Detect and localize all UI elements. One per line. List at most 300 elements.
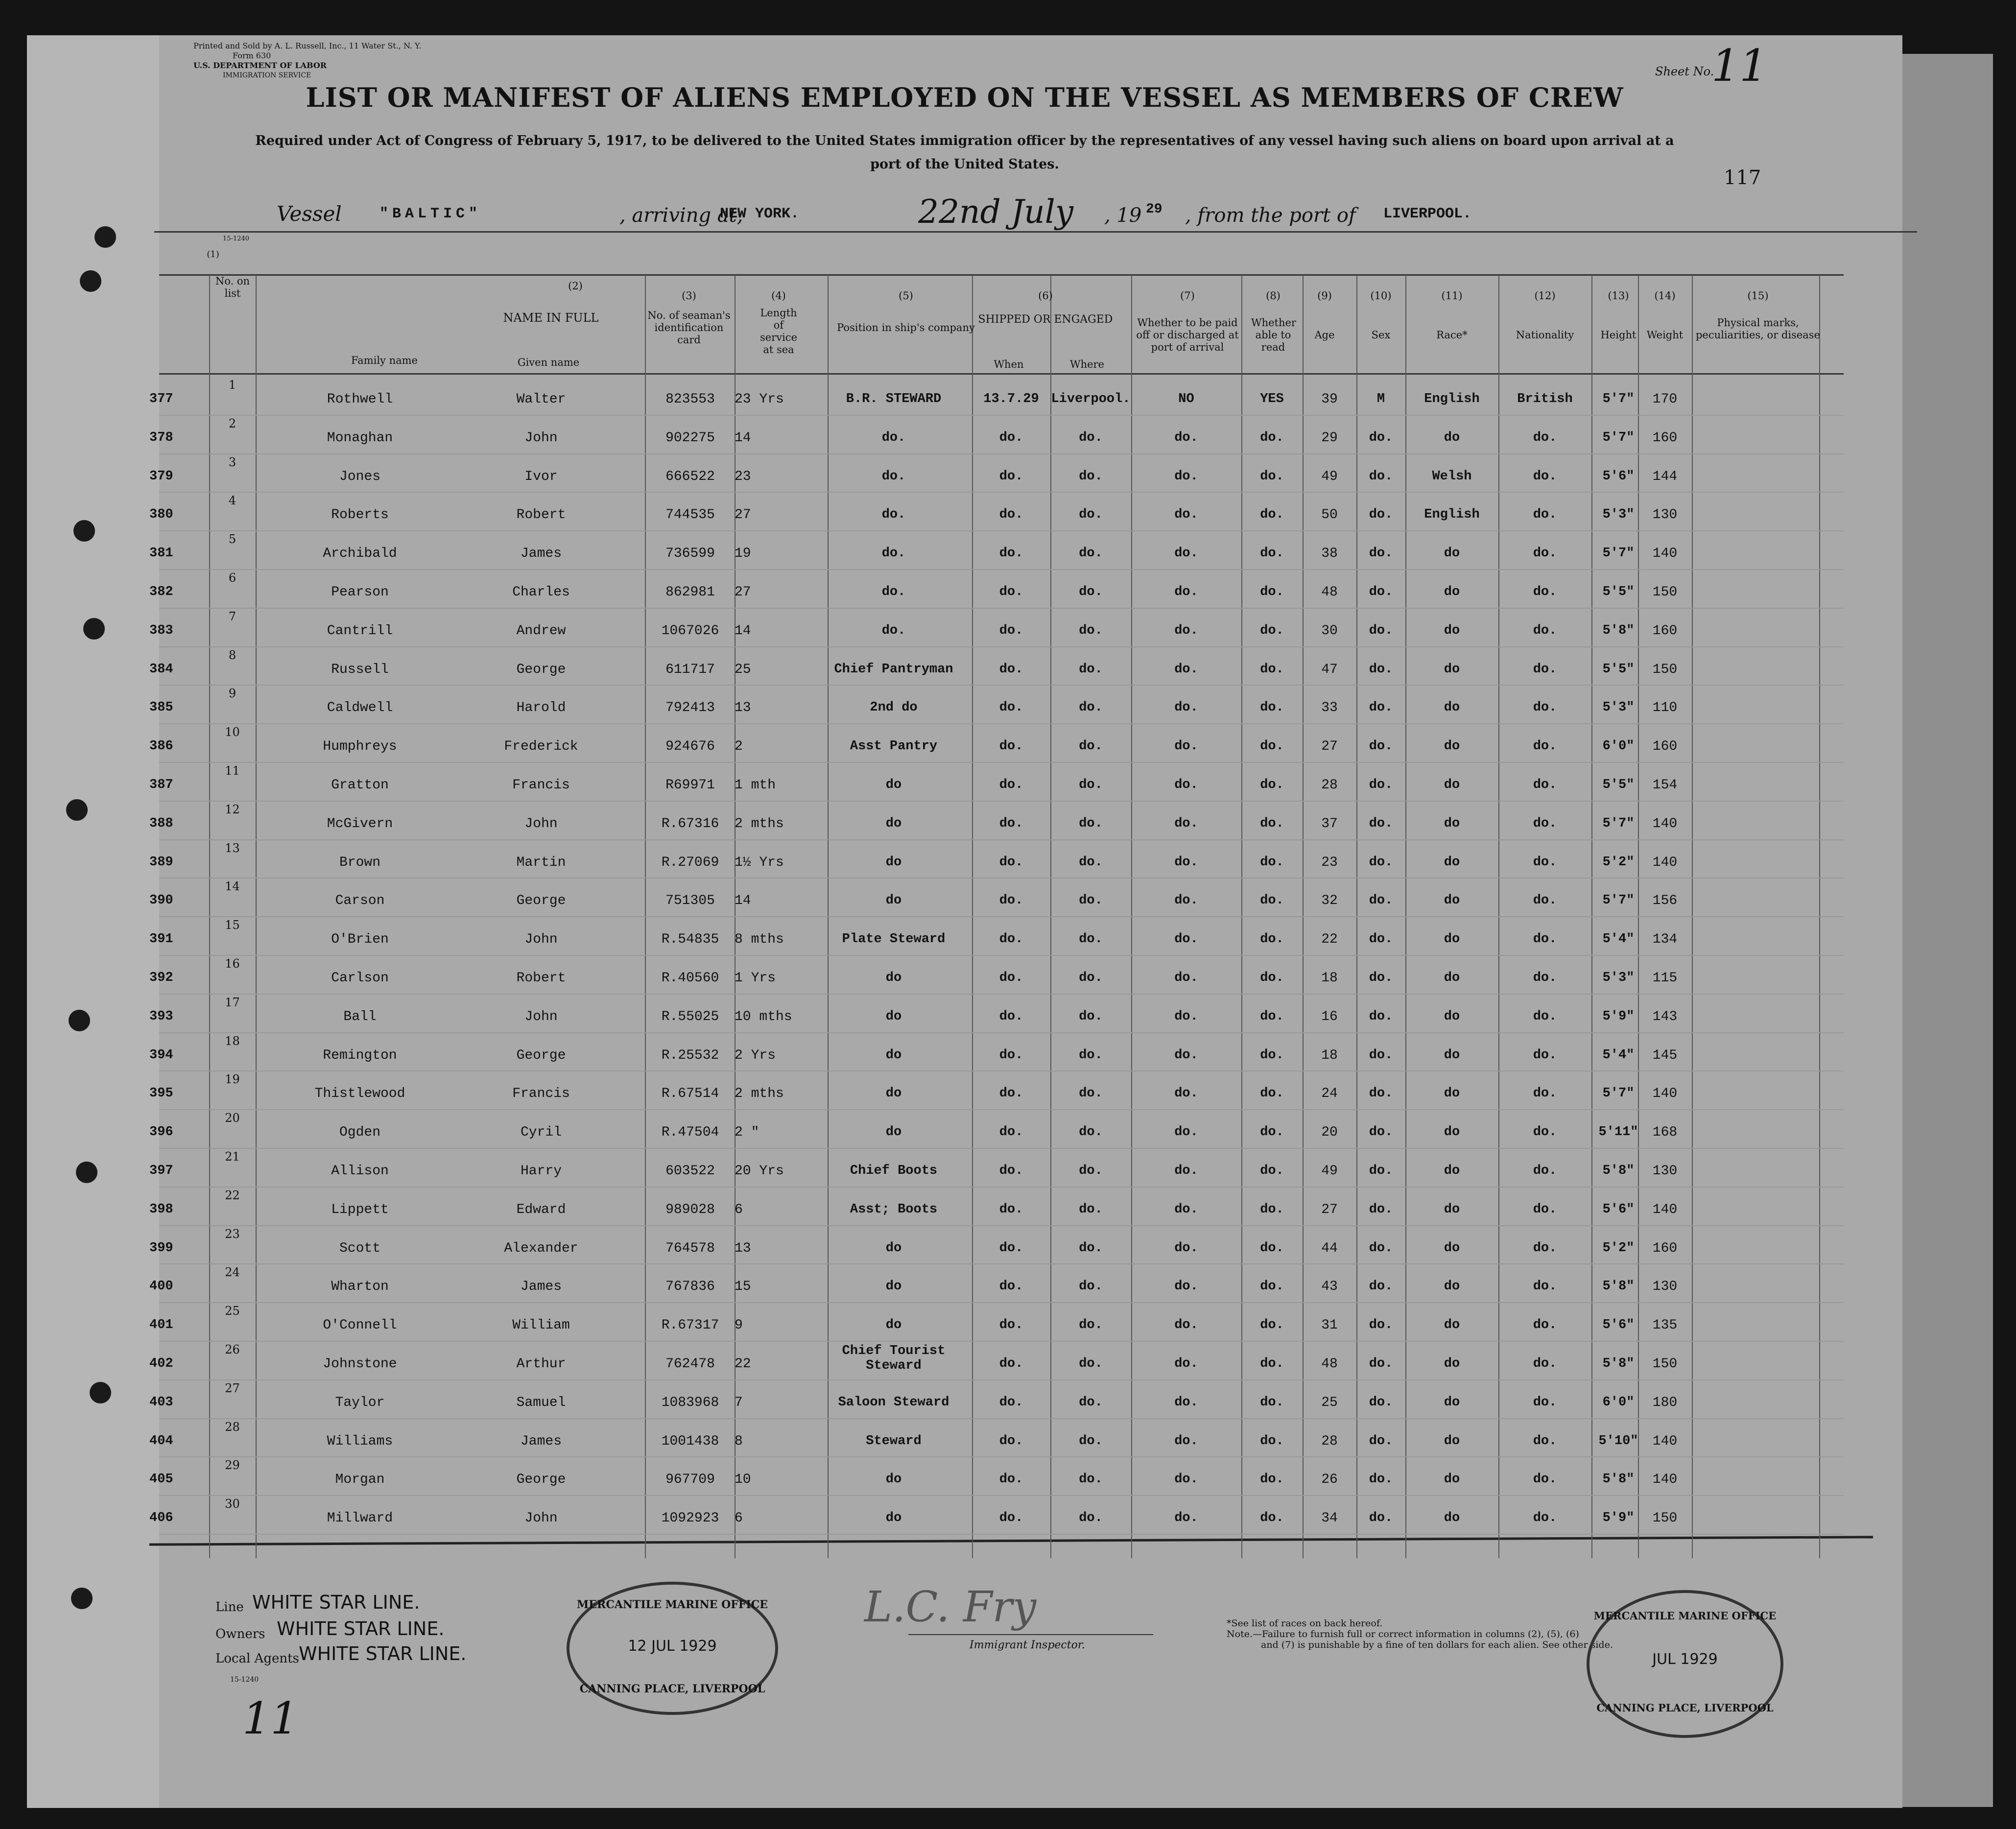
- position: do.: [881, 507, 906, 523]
- age: 49: [1321, 469, 1338, 484]
- position: Asst; Boots: [850, 1202, 938, 1217]
- shipped-when: do.: [999, 1511, 1023, 1526]
- paid-off: do.: [1174, 1202, 1198, 1217]
- shipped-where: do.: [1079, 932, 1103, 947]
- able-to-read: do.: [1260, 662, 1284, 677]
- weight: 115: [1652, 971, 1678, 986]
- given-name: Martin: [516, 855, 566, 870]
- position: do: [885, 971, 902, 985]
- family-name: Williams: [327, 1433, 393, 1449]
- vessel-label: Vessel: [277, 202, 342, 226]
- position: Asst Pantry: [850, 739, 938, 754]
- age: 48: [1321, 585, 1338, 600]
- age: 33: [1321, 700, 1338, 716]
- shipped-where: do.: [1079, 1047, 1103, 1063]
- weight: 180: [1652, 1395, 1678, 1410]
- paid-off: NO: [1178, 392, 1194, 406]
- row-number: 6: [228, 571, 237, 585]
- row-number: 16: [225, 957, 240, 971]
- sex: do.: [1369, 1086, 1393, 1101]
- seaman-card-number: R.47504: [661, 1125, 719, 1140]
- table-row: [27, 417, 1902, 455]
- length-of-service: 27: [735, 585, 751, 600]
- given-name: Charles: [512, 585, 570, 600]
- height: 6'0": [1602, 739, 1635, 754]
- nationality: do.: [1533, 1472, 1557, 1487]
- height: 5'2": [1602, 855, 1635, 870]
- paid-off: do.: [1174, 546, 1198, 561]
- family-name: McGivern: [327, 816, 393, 831]
- family-name: Brown: [339, 855, 380, 870]
- able-to-read: do.: [1260, 507, 1284, 523]
- shipped-when: do.: [999, 1433, 1023, 1449]
- length-of-service: 1 mth: [735, 778, 776, 793]
- col1-header: No. on list: [215, 275, 250, 299]
- weight: 170: [1652, 392, 1678, 407]
- weight: 140: [1652, 1086, 1678, 1102]
- family-name: Jones: [339, 469, 380, 484]
- printer-note: Printed and Sold by A. L. Russell, Inc., 11 Water St., N. Y. Form 630 U.S. DEPARTMENT OF LABOR IMMIGRATION SERVICE: [193, 41, 422, 79]
- family-name: O'Connell: [323, 1318, 397, 1333]
- sex: do.: [1369, 1318, 1393, 1333]
- height: 5'9": [1602, 1511, 1635, 1526]
- length-of-service: 23 Yrs: [735, 392, 784, 407]
- col4-number: (4): [771, 290, 786, 302]
- age: 32: [1321, 893, 1338, 909]
- row-number: 4: [228, 494, 237, 508]
- position: do: [885, 778, 902, 792]
- col2-number: (2): [568, 280, 583, 292]
- height: 5'7": [1602, 1086, 1635, 1101]
- weight: 150: [1652, 585, 1678, 600]
- margin-number: 380: [149, 507, 173, 523]
- family-name: Remington: [323, 1047, 397, 1063]
- shipped-where: do.: [1079, 430, 1103, 445]
- paid-off: do.: [1174, 1318, 1198, 1333]
- table-row: [27, 1188, 1902, 1227]
- shipped-where: do.: [1079, 1202, 1103, 1217]
- paid-off: do.: [1174, 1279, 1198, 1294]
- race: do: [1444, 1240, 1460, 1256]
- weight: 140: [1652, 855, 1678, 870]
- able-to-read: do.: [1260, 1395, 1284, 1410]
- next-page-edge: [1900, 54, 1993, 1807]
- shipped-where: do.: [1079, 469, 1103, 484]
- row-number: 13: [225, 841, 240, 855]
- length-of-service: 25: [735, 662, 751, 677]
- race: do: [1444, 623, 1460, 638]
- position: do.: [881, 469, 906, 484]
- able-to-read: do.: [1260, 1240, 1284, 1256]
- nationality: do.: [1533, 739, 1557, 754]
- shipped-when: do.: [999, 1240, 1023, 1256]
- seaman-card-number: 751305: [665, 893, 715, 909]
- weight: 135: [1652, 1318, 1678, 1333]
- shipped-when: do.: [999, 855, 1023, 870]
- able-to-read: do.: [1260, 1047, 1284, 1063]
- position: do.: [881, 430, 906, 445]
- shipped-when: do.: [999, 1009, 1023, 1024]
- given-name: Arthur: [516, 1356, 566, 1372]
- sex: do.: [1369, 1009, 1393, 1024]
- sheet-label: Sheet No.: [1655, 65, 1714, 78]
- nationality: do.: [1533, 1202, 1557, 1217]
- sex: do.: [1369, 700, 1393, 715]
- seaman-card-number: R.40560: [661, 971, 719, 986]
- shipped-when: do.: [999, 662, 1023, 677]
- col13-number: (13): [1608, 290, 1629, 302]
- position: Chief Pantryman: [834, 662, 953, 677]
- shipped-when: do.: [999, 585, 1023, 599]
- row-number: 18: [225, 1034, 240, 1048]
- able-to-read: do.: [1260, 1164, 1284, 1178]
- given-name: George: [516, 1472, 566, 1488]
- paid-off: do.: [1174, 469, 1198, 484]
- shipped-where: do.: [1079, 893, 1103, 908]
- binder-hole: [95, 226, 116, 248]
- position: do: [885, 1472, 902, 1487]
- paid-off: do.: [1174, 855, 1198, 870]
- race: do: [1444, 1395, 1460, 1410]
- age: 27: [1321, 1202, 1338, 1217]
- margin-number: 379: [149, 469, 173, 484]
- shipped-where: do.: [1079, 1240, 1103, 1256]
- sex: do.: [1369, 1279, 1393, 1294]
- race: do: [1444, 1125, 1460, 1140]
- margin-number: 381: [149, 546, 173, 561]
- col10-header: Sex: [1371, 329, 1391, 341]
- family-name: Scott: [339, 1240, 380, 1256]
- weight: 168: [1652, 1125, 1678, 1140]
- length-of-service: 23: [735, 469, 751, 484]
- sex: do.: [1369, 507, 1393, 523]
- race: do: [1444, 855, 1460, 870]
- paid-off: do.: [1174, 1164, 1198, 1178]
- row-number: 9: [228, 687, 237, 701]
- arrival-year: 29: [1146, 202, 1162, 217]
- shipped-when: do.: [999, 1086, 1023, 1101]
- length-of-service: 22: [735, 1356, 751, 1372]
- seaman-card-number: R.54835: [661, 932, 719, 948]
- seaman-card-number: 989028: [665, 1202, 715, 1217]
- given-name: James: [520, 1433, 562, 1449]
- age: 26: [1321, 1472, 1338, 1488]
- family-name: Morgan: [335, 1472, 385, 1488]
- margin-number: 404: [149, 1433, 173, 1449]
- length-of-service: 7: [735, 1395, 743, 1410]
- length-of-service: 15: [735, 1279, 751, 1295]
- race: do: [1444, 1279, 1460, 1294]
- seaman-card-number: R.27069: [661, 855, 719, 870]
- given-name: William: [512, 1318, 570, 1333]
- table-row: [27, 687, 1902, 725]
- margin-number: 386: [149, 739, 173, 754]
- row-number: 5: [228, 532, 237, 546]
- margin-number: 398: [149, 1202, 173, 1217]
- margin-number: 387: [149, 778, 173, 792]
- position: do.: [881, 546, 906, 561]
- weight: 134: [1652, 932, 1678, 948]
- race: do: [1444, 1511, 1460, 1526]
- margin-number: 405: [149, 1472, 173, 1487]
- seaman-card-number: 744535: [665, 507, 715, 523]
- race: do: [1444, 662, 1460, 677]
- nationality: do.: [1533, 971, 1557, 985]
- sex: do.: [1369, 932, 1393, 947]
- race: do: [1444, 739, 1460, 754]
- shipped-when: do.: [999, 469, 1023, 484]
- nationality: do.: [1533, 1511, 1557, 1526]
- row-number: 17: [225, 995, 240, 1009]
- row-number: 22: [225, 1188, 240, 1202]
- length-of-service: 1 Yrs: [735, 971, 776, 986]
- race: do: [1444, 1086, 1460, 1101]
- age: 44: [1321, 1240, 1338, 1256]
- length-of-service: 8: [735, 1433, 743, 1449]
- margin-number: 396: [149, 1125, 173, 1140]
- height: 5'3": [1602, 700, 1635, 715]
- given-name: John: [524, 816, 558, 831]
- family-name: Johnstone: [323, 1356, 397, 1372]
- table-row: [27, 494, 1902, 532]
- row-number: 25: [225, 1304, 240, 1318]
- col14-header: Weight: [1646, 329, 1684, 341]
- family-name: O'Brien: [331, 932, 389, 948]
- age: 50: [1321, 507, 1338, 523]
- weight: 144: [1652, 469, 1678, 484]
- able-to-read: do.: [1260, 855, 1284, 870]
- nationality: do.: [1533, 1279, 1557, 1294]
- row-number: 30: [225, 1497, 240, 1511]
- weight: 160: [1652, 623, 1678, 639]
- shipped-when: do.: [999, 778, 1023, 792]
- position: Plate Steward: [842, 932, 946, 947]
- family-name: Russell: [331, 662, 389, 677]
- table-header-rule: [159, 373, 1844, 375]
- row-number: 23: [225, 1227, 240, 1241]
- length-of-service: 6: [735, 1202, 743, 1217]
- shipped-where: do.: [1079, 662, 1103, 677]
- sex: do.: [1369, 546, 1393, 561]
- paid-off: do.: [1174, 1125, 1198, 1140]
- position: do: [885, 1511, 902, 1526]
- race: do: [1444, 1433, 1460, 1449]
- col2-given-header: Given name: [517, 356, 580, 368]
- vessel-rule: [154, 231, 1917, 233]
- table-row: [27, 879, 1902, 918]
- position: do: [885, 1240, 902, 1256]
- row-number: 10: [225, 725, 240, 739]
- row-number: 2: [228, 416, 237, 430]
- given-name: George: [516, 1047, 566, 1063]
- position: do: [885, 1009, 902, 1024]
- nationality: do.: [1533, 855, 1557, 870]
- weight: 110: [1652, 700, 1678, 716]
- given-name: Robert: [516, 507, 566, 523]
- length-of-service: 2 mths: [735, 816, 784, 831]
- table-row: [27, 841, 1902, 880]
- length-of-service: 13: [735, 700, 751, 716]
- margin-number: 401: [149, 1318, 173, 1333]
- length-of-service: 6: [735, 1511, 743, 1526]
- col6-number: (6): [1038, 290, 1053, 302]
- able-to-read: do.: [1260, 816, 1284, 831]
- table-row: [27, 996, 1902, 1034]
- shipped-where: do.: [1079, 1009, 1103, 1024]
- race: do: [1444, 1356, 1460, 1371]
- col4-header: Length of service at sea: [759, 307, 797, 356]
- length-of-service: 1½ Yrs: [735, 855, 784, 870]
- shipped-where: do.: [1079, 1511, 1103, 1526]
- race: do: [1444, 971, 1460, 985]
- family-name: Wharton: [331, 1279, 389, 1295]
- margin-number: 392: [149, 971, 173, 985]
- row-number: 12: [225, 802, 240, 816]
- paid-off: do.: [1174, 1511, 1198, 1526]
- nationality: do.: [1533, 1086, 1557, 1101]
- corner-mark: 11: [242, 1693, 299, 1744]
- given-name: Frederick: [504, 739, 578, 755]
- race: English: [1424, 392, 1480, 406]
- weight: 130: [1652, 1164, 1678, 1179]
- table-row: [27, 378, 1902, 417]
- paid-off: do.: [1174, 1240, 1198, 1256]
- seaman-card-number: 862981: [665, 585, 715, 600]
- shipped-when: do.: [999, 739, 1023, 754]
- sex: do.: [1369, 1125, 1393, 1140]
- owners-value: WHITE STAR LINE.: [277, 1618, 445, 1639]
- col3-header: No. of seaman's identification card: [647, 309, 731, 346]
- stamp-bottom-text: CANNING PLACE, LIVERPOOL: [579, 1683, 765, 1695]
- margin-number: 378: [149, 430, 173, 445]
- shipped-where: do.: [1079, 1433, 1103, 1449]
- sheet-number: 11: [1711, 40, 1768, 92]
- height: 5'4": [1602, 932, 1635, 947]
- age: 25: [1321, 1395, 1338, 1410]
- shipped-when: do.: [999, 971, 1023, 985]
- row-number: 15: [225, 918, 240, 932]
- margin-number: 406: [149, 1511, 173, 1526]
- height: 5'11": [1598, 1125, 1638, 1140]
- able-to-read: do.: [1260, 1433, 1284, 1449]
- binder-hole: [71, 1588, 93, 1609]
- seaman-card-number: R.67316: [661, 816, 719, 831]
- table-row: [27, 455, 1902, 494]
- mercantile-marine-stamp-2: [1587, 1590, 1783, 1738]
- height: 5'8": [1602, 1279, 1635, 1294]
- position: Saloon Steward: [838, 1395, 949, 1410]
- sex: do.: [1369, 1511, 1393, 1526]
- col5-header: Position in ship's company: [837, 322, 975, 333]
- family-name: Thistlewood: [314, 1086, 405, 1102]
- race: do: [1444, 932, 1460, 947]
- table-top-rule: [159, 274, 1844, 276]
- sex: M: [1376, 392, 1385, 406]
- paid-off: do.: [1174, 932, 1198, 947]
- weight: 143: [1652, 1009, 1678, 1024]
- col9-header: Age: [1314, 329, 1335, 341]
- sex: do.: [1369, 1202, 1393, 1217]
- shipped-when: do.: [999, 546, 1023, 561]
- shipped-where: do.: [1079, 507, 1103, 523]
- seaman-card-number: 767836: [665, 1279, 715, 1295]
- seaman-card-number: 967709: [665, 1472, 715, 1488]
- able-to-read: do.: [1260, 971, 1284, 985]
- table-row: [27, 1497, 1902, 1536]
- agents-label: Local Agents: [215, 1651, 299, 1666]
- form-code: 15-1240: [223, 235, 250, 242]
- family-name: Rothwell: [327, 392, 393, 407]
- stamp2-date: JUL 1929: [1652, 1651, 1718, 1668]
- col7-header: Whether to be paid off or discharged at port of arrival: [1136, 317, 1239, 353]
- family-name: Ogden: [339, 1125, 380, 1140]
- nationality: do.: [1533, 507, 1557, 523]
- col8-header: Whether able to read: [1251, 317, 1296, 353]
- able-to-read: do.: [1260, 430, 1284, 445]
- family-name: Carson: [335, 893, 385, 909]
- stamp2-bottom-text: CANNING PLACE, LIVERPOOL: [1596, 1702, 1774, 1714]
- stamp-top-text: MERCANTILE MARINE OFFICE: [576, 1598, 768, 1611]
- given-name: Harry: [520, 1164, 562, 1179]
- col11-header: Race*: [1436, 329, 1468, 341]
- able-to-read: do.: [1260, 1125, 1284, 1140]
- sex: do.: [1369, 971, 1393, 985]
- weight: 156: [1652, 893, 1678, 909]
- seaman-card-number: R69971: [665, 778, 715, 793]
- seaman-card-number: 1001438: [661, 1433, 719, 1449]
- able-to-read: do.: [1260, 932, 1284, 947]
- family-name: Gratton: [331, 778, 389, 793]
- given-name: John: [524, 1009, 558, 1024]
- length-of-service: 10 mths: [735, 1009, 792, 1024]
- able-to-read: do.: [1260, 778, 1284, 792]
- able-to-read: do.: [1260, 1202, 1284, 1217]
- position: do.: [881, 623, 906, 638]
- shipped-when: do.: [999, 430, 1023, 445]
- table-row: [27, 610, 1902, 648]
- nationality: do.: [1533, 1240, 1557, 1256]
- nationality: do.: [1533, 546, 1557, 561]
- family-name: Lippett: [331, 1202, 389, 1217]
- family-name: Carlson: [331, 971, 389, 986]
- able-to-read: do.: [1260, 546, 1284, 561]
- row-number: 21: [225, 1150, 240, 1164]
- weight: 140: [1652, 1433, 1678, 1449]
- height: 5'6": [1602, 469, 1635, 484]
- col12-header: Nationality: [1516, 329, 1574, 341]
- able-to-read: do.: [1260, 1472, 1284, 1487]
- given-name: Francis: [512, 778, 570, 793]
- nationality: do.: [1533, 662, 1557, 677]
- height: 5'2": [1602, 1240, 1635, 1256]
- shipped-when: do.: [999, 816, 1023, 831]
- col7-number: (7): [1180, 290, 1195, 302]
- able-to-read: do.: [1260, 1009, 1284, 1024]
- margin-number: 393: [149, 1009, 173, 1024]
- able-to-read: do.: [1260, 700, 1284, 715]
- length-of-service: 19: [735, 546, 751, 562]
- height: 5'7": [1602, 816, 1635, 831]
- paid-off: do.: [1174, 1047, 1198, 1063]
- shipped-when: do.: [999, 1356, 1023, 1371]
- nationality: do.: [1533, 623, 1557, 638]
- sex: do.: [1369, 1164, 1393, 1178]
- position: do: [885, 1047, 902, 1063]
- sex: do.: [1369, 1047, 1393, 1063]
- race: English: [1424, 507, 1480, 523]
- age: 39: [1321, 392, 1338, 407]
- race: do: [1444, 1164, 1460, 1178]
